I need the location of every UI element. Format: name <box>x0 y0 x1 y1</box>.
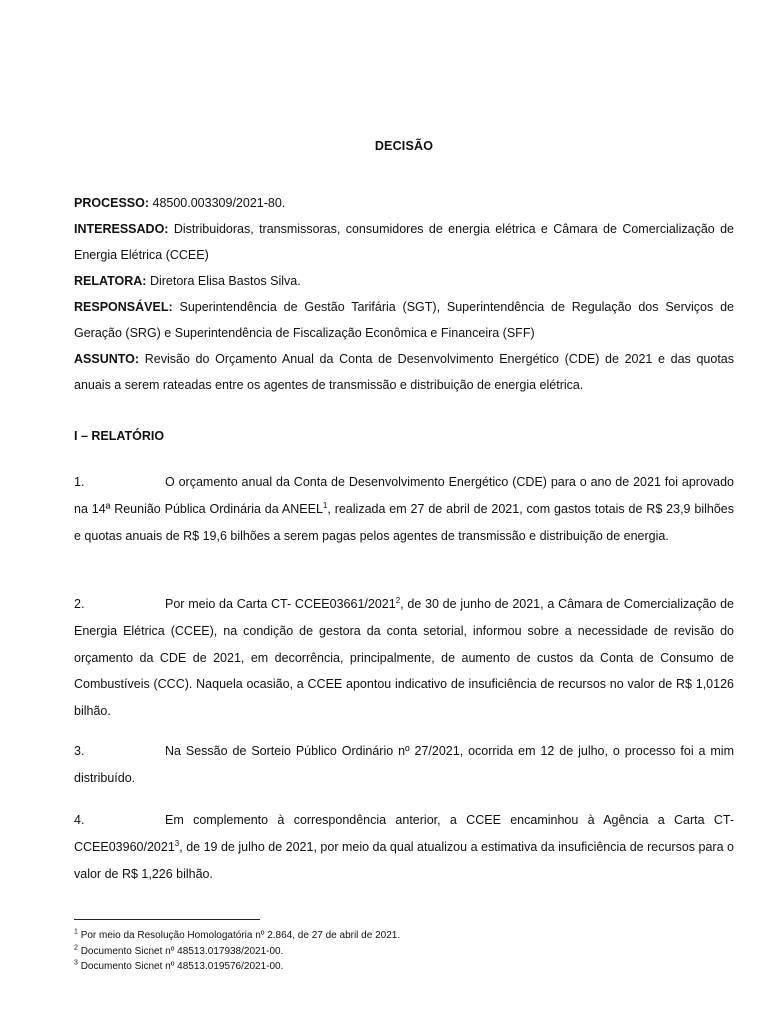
section-heading: I – RELATÓRIO <box>74 429 165 443</box>
footnote-ref[interactable]: 2 <box>395 595 401 605</box>
responsavel-label: RESPONSÁVEL: <box>74 300 173 314</box>
responsavel-value: Superintendência de Gestão Tarifária (SGT), Superintendência de Regulação dos Serviços de Geração (SRG) e Superintendência de Fiscalização Econômica e Financeira (SFF) <box>74 300 734 340</box>
footnotes <box>74 928 400 975</box>
footnote-text: Documento Sicnet nº 48513.017938/2021-00. <box>80 945 284 957</box>
paragraph-text: Em complemento à correspondência anterior, a CCEE encaminhou à Agência a Carta CT-CCEE03960/2021 <box>74 813 734 854</box>
footnote-1 <box>74 928 400 944</box>
relatora-label: RELATORA: <box>74 274 147 288</box>
responsavel-line <box>74 294 734 346</box>
paragraph-2 <box>74 591 734 725</box>
footnote-ref[interactable]: 1 <box>322 500 328 510</box>
assunto-value: Revisão do Orçamento Anual da Conta de Desenvolvimento Energético (CDE) de 2021 e das quotas anuais a serem rateadas entre os agentes de transmissão e distribuição de energia elétrica. <box>74 352 734 392</box>
footnote-text: Por meio da Resolução Homologatória nº 2.864, de 27 de abril de 2021. <box>80 930 401 941</box>
paragraph-3 <box>74 738 734 792</box>
paragraph-text-cont: , de 30 de junho de 2021, a Câmara de Comercialização de Energia Elétrica (CCEE), na condição de gestora da conta setorial, informou sobre a necessidade de revisão do orçamento da CDE de 2021, em decorrência, principalmente, de aumento de custos da Conta de Consumo de Combustíveis (CCC). Naquela ocasião, a CCEE apontou indicativo de insuficiência de recursos no valor de R$ 1,0126 bilhão. <box>74 597 734 719</box>
footnote-separator <box>74 919 260 920</box>
assunto-line <box>74 346 734 398</box>
footnote-text: Documento Sicnet nº 48513.019576/2021-00. <box>80 961 284 972</box>
paragraph-1 <box>74 469 734 549</box>
processo-value: 48500.003309/2021-80. <box>152 196 286 210</box>
paragraph-text-cont: , realizada em 27 de abril de 2021, com gastos totais de R$ 23,9 bilhões e quotas anuais de R$ 19,6 bilhões a serem pagas pelos agentes de transmissão e distribuição de energia. <box>74 501 734 543</box>
footnote-3 <box>74 959 400 975</box>
page-title: DECISÃO <box>374 139 434 153</box>
footnote-mark: 3 <box>74 959 78 967</box>
paragraph-text-cont: , de 19 de julho de 2021, por meio da qual atualizou a estimativa da insuficiência de recursos para o valor de R$ 1,226 bilhão. <box>74 839 734 881</box>
paragraph-text: Por meio da Carta CT- CCEE03661/2021 <box>165 597 396 611</box>
interessado-line <box>74 216 734 268</box>
paragraph-number: 4. <box>74 813 85 827</box>
paragraph-number: 2. <box>74 597 85 611</box>
interessado-label: INTERESSADO: <box>74 222 169 236</box>
paragraph-number: 1. <box>74 475 85 489</box>
paragraph-number: 3. <box>74 744 85 758</box>
assunto-label: ASSUNTO: <box>74 352 140 366</box>
paragraph-text: O orçamento anual da Conta de Desenvolvimento Energético (CDE) para o ano de 2021 foi aprovado na 14ª Reunião Pública Ordinária da ANEEL <box>74 475 734 516</box>
footnote-2 <box>74 944 400 960</box>
relatora-value: Diretora Elisa Bastos Silva. <box>149 274 301 288</box>
process-metadata <box>74 190 734 398</box>
relatora-line <box>74 268 734 294</box>
footnote-ref[interactable]: 3 <box>174 838 180 848</box>
interessado-value: Distribuidoras, transmissoras, consumidores de energia elétrica e Câmara de Comercialização de Energia Elétrica (CCEE) <box>74 222 734 262</box>
processo-line <box>74 190 734 216</box>
paragraph-text: Na Sessão de Sorteio Público Ordinário nº 27/2021, ocorrida em 12 de julho, o processo foi a mim distribuído. <box>74 744 734 785</box>
footnote-mark: 2 <box>74 944 78 952</box>
paragraph-4 <box>74 807 734 887</box>
processo-label: PROCESSO: <box>74 196 150 210</box>
footnote-mark: 1 <box>74 928 78 936</box>
